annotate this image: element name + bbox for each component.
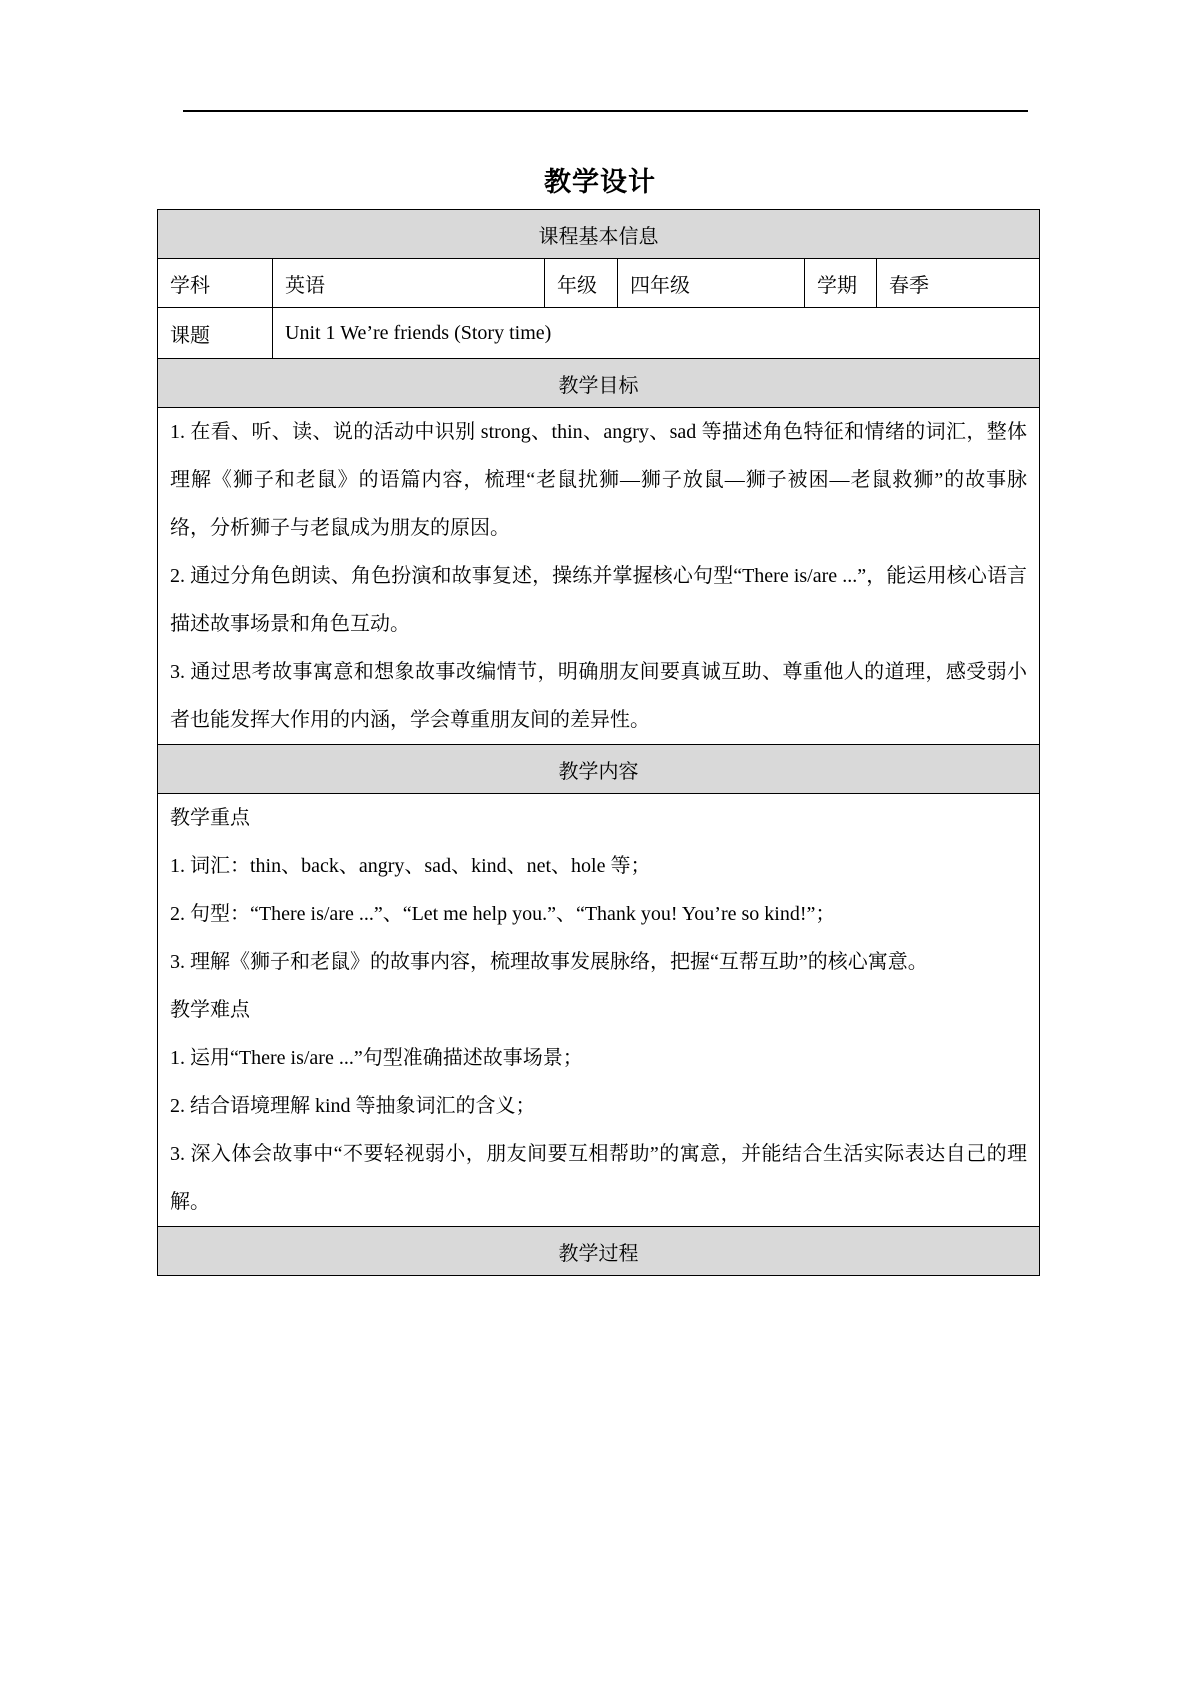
difficulties-heading: 教学难点 (170, 999, 250, 1021)
section-header-content: 教学内容 (158, 745, 1040, 794)
content-cell (158, 794, 1040, 1227)
difficulty-item: 3. 深入体会故事中“不要轻视弱小，朋友间要互相帮助”的寓意，并能结合生活实际表达自己的理解。 (170, 1143, 1028, 1213)
section-header-objectives: 教学目标 (158, 359, 1040, 408)
objective-item: 1. 在看、听、读、说的活动中识别 strong、thin、angry、sad 等描述角色特征和情绪的词汇，整体理解《狮子和老鼠》的语篇内容，梳理“老鼠扰狮—狮子放鼠—狮子被困—老鼠救狮”的故事脉络，分析狮子与老鼠成为朋友的原因。 (170, 421, 1028, 539)
header-rule (183, 110, 1028, 112)
document-title: 教学设计 (544, 167, 656, 197)
subject-value: 英语 (273, 259, 545, 308)
key-points-heading: 教学重点 (170, 807, 250, 829)
objective-item: 2. 通过分角色朗读、角色扮演和故事复述，操练并掌握核心句型“There is/are ...”，能运用核心语言描述故事场景和角色互动。 (170, 565, 1028, 635)
key-point-item: 3. 理解《狮子和老鼠》的故事内容，梳理故事发展脉络，把握“互帮互助”的核心寓意。 (170, 951, 928, 973)
key-point-item: 1. 词汇：thin、back、angry、sad、kind、net、hole 等； (170, 855, 651, 877)
difficulty-item: 1. 运用“There is/are ...”句型准确描述故事场景； (170, 1047, 583, 1069)
term-value: 春季 (877, 259, 1040, 308)
difficulty-item: 2. 结合语境理解 kind 等抽象词汇的含义； (170, 1095, 536, 1117)
objectives-cell (158, 408, 1040, 745)
section-header-basic-info: 课程基本信息 (158, 210, 1040, 259)
topic-label: 课题 (158, 308, 273, 359)
topic-value: Unit 1 We’re friends (Story time) (273, 308, 1040, 359)
grade-label: 年级 (545, 259, 618, 308)
term-label: 学期 (805, 259, 877, 308)
grade-value: 四年级 (618, 259, 805, 308)
key-point-item: 2. 句型：“There is/are ...”、“Let me help you.”、“Thank you! You’re so kind!”； (170, 903, 836, 925)
subject-label: 学科 (158, 259, 273, 308)
section-header-process: 教学过程 (158, 1227, 1040, 1276)
teaching-design-table (157, 209, 1040, 1276)
objective-item: 3. 通过思考故事寓意和想象故事改编情节，明确朋友间要真诚互助、尊重他人的道理，感受弱小者也能发挥大作用的内涵，学会尊重朋友间的差异性。 (170, 661, 1028, 731)
